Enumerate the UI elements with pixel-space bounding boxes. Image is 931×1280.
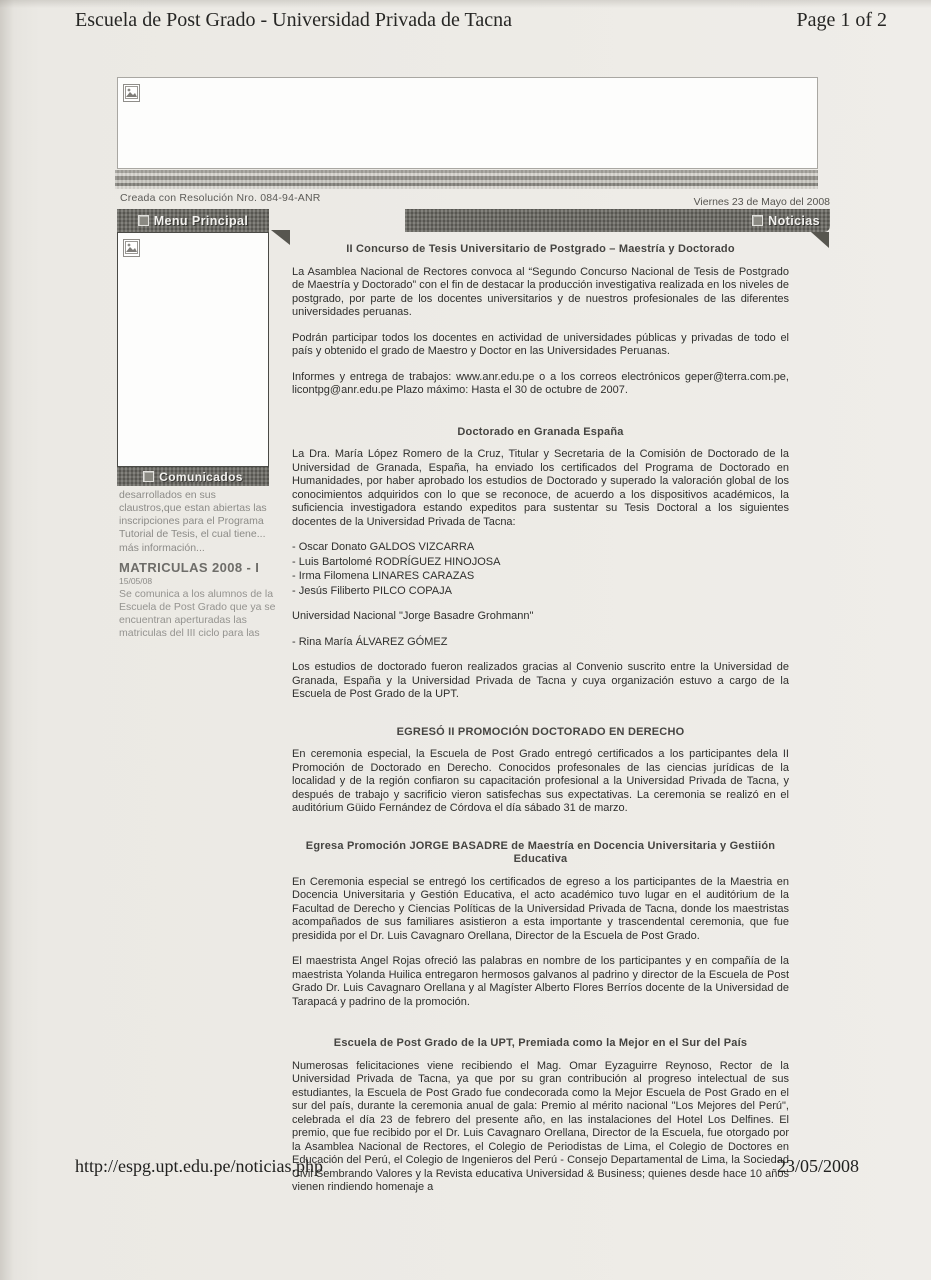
- news-section-title: EGRESÓ II PROMOCIÓN DOCTORADO EN DERECHO: [396, 725, 685, 738]
- comunicados-label: Comunicados: [159, 469, 243, 484]
- university-line: Universidad Nacional "Jorge Basadre Grohmann": [292, 610, 534, 622]
- news-paragraph: Informes y entrega de trabajos: www.anr.edu.pe o a los correos electrónicos geper@terra.com.pe, licontpg@anr.edu.pe Plazo máximo: Hasta el 30 de octubre de 2007.: [292, 370, 789, 396]
- print-header-title: Escuela de Post Grado - Universidad Privada de Tacna: [75, 9, 512, 31]
- corner-curl: [811, 232, 829, 248]
- print-footer-url: http://espg.upt.edu.pe/noticias.php: [75, 1156, 323, 1176]
- comunicados-header: [117, 467, 269, 486]
- list-item: - Rina María ÁLVAREZ GÓMEZ: [292, 635, 448, 648]
- broken-image-icon: [123, 239, 140, 257]
- news-section-title: Escuela de Post Grado de la UPT, Premiada como la Mejor en el Sur del País: [333, 1037, 748, 1049]
- matriculas-title: MATRICULAS 2008 - I: [119, 560, 260, 575]
- doctorado-candidates-list: [292, 541, 789, 598]
- news-paragraph: La Dra. María López Romero de la Cruz, Titular y Secretaria de la Comisión de Doctorado de la Universidad de Granada, España, ha enviado los certificados del Programa de Doctorado en Humanidades, por haber aprobado los estudios de Doctorado y superado la valoración global de los conocimientos adquiridos con lo que se reconoce, de acuerdo a los dispositivos académicos, la suficiencia investigadora estando expeditos para sustentar su Tesis Doctoral a los siguientes docentes de la Universidad Privada de Tacna:: [292, 448, 789, 528]
- menu-principal-label: Menu Principal: [153, 213, 249, 228]
- menu-principal-icon: [138, 215, 149, 226]
- news-paragraph: La Asamblea Nacional de Rectores convoca al “Segundo Concurso Nacional de Tesis de Postgrado de Maestría y Doctorado” con el fin de destacar la producción investigativa realizada en los niveles de postgrado, por parte de los docentes universitarios y de nuestros profesionales de las diferentes universidades peruanas.: [292, 265, 789, 318]
- matriculas-teaser: Se comunica a los alumnos de la Escuela de Post Grado que ya se encuentran aperturadas las matriculas del III ciclo para las: [119, 588, 276, 639]
- comunicado-teaser-text: desarrollados en sus claustros,que estan abiertas las inscripciones para el Programa Tutorial de Tesis, el cual tiene...: [119, 489, 267, 540]
- news-paragraph: En ceremonia especial, la Escuela de Post Grado entregó certificados a los participantes dela II Promoción de Doctorado en Derecho. Conocidos profesonales de las ciencias jurídicas de la localidad y de la región confiaron su capacitación profesional a la Universidad Privada de Tacna, y después de trabajo y sacrificio vieron satisfechas sus expectativas. La ceremonia se realizó en el auditórium Güido Fernández de Córdova el día sábado 31 de marzo.: [292, 748, 789, 814]
- resolution-text: Creada con Resolución Nro. 084-94-ANR: [120, 192, 321, 204]
- list-item: - Luis Bartolomé RODRÍGUEZ HINOJOSA: [292, 555, 501, 568]
- masthead-date: Viernes 23 de Mayo del 2008: [693, 196, 830, 208]
- news-section-title: Doctorado en Granada España: [457, 425, 624, 438]
- list-item: - Jesús Filiberto PILCO COPAJA: [292, 584, 452, 597]
- noticias-label: Noticias: [768, 213, 820, 228]
- list-item: - Oscar Donato GALDOS VIZCARRA: [292, 541, 475, 553]
- broken-image-icon: [123, 84, 140, 102]
- corner-curl: [271, 230, 290, 245]
- menu-principal-box: [117, 232, 269, 467]
- banner-image-placeholder: [117, 77, 818, 169]
- comunicado-teaser: [119, 489, 273, 555]
- news-column: [292, 243, 789, 1207]
- print-footer-date: 23/05/2008: [776, 1156, 859, 1176]
- news-section-title: II Concurso de Tesis Universitario de Postgrado – Maestría y Doctorado: [346, 243, 735, 255]
- news-paragraph: Podrán participar todos los docentes en actividad de universidades públicas y privadas de todo el país y obtenido el grado de Maestro y Doctor en las Universidades Peruanas.: [292, 331, 789, 357]
- banner-stripe-separator: [115, 170, 818, 189]
- matriculas-date: 15/05/08: [119, 576, 153, 586]
- menu-principal-header: [117, 209, 269, 232]
- news-paragraph: El maestrista Angel Rojas ofreció las palabras en nombre de los participantes y en compañía de la maestrista Yolanda Huilica entregaron hermosos galvanos al padrino y director de la Escuela de Post Grado Dr. Luis Cavagnaro Orellana y al Magíster Alberto Flores Berríos docente de la Universidad de Tarapacá y padrino de la promoción.: [292, 955, 789, 1008]
- list-item: - Irma Filomena LINARES CARAZAS: [292, 570, 475, 582]
- print-page-indicator: Page 1 of 2: [796, 9, 887, 31]
- news-paragraph: En Ceremonia especial se entregó los certificados de egreso a los participantes de la Maestria en Docencia Universitaria y Gestión Educativa, el acto académico tuvo lugar en el auditórium de la Facultad de Derecho y Ciencias Políticas de la Universidad Privada de Tacna, donde los maestristas acompañados de sus familiares asistieron a esta importante y trascendental ceremonia, que fue presidida por el Dr. Luis Cavagnaro Orellana, Director de la Escuela de Post Grado.: [292, 875, 789, 942]
- news-paragraph: Los estudios de doctorado fueron realizados gracias al Convenio suscrito entre la Universidad de Granada, España y la Universidad Privada de Tacna y cuya organización estuvo a cargo de la Escuela de Post Grado de la UPT.: [292, 661, 789, 700]
- noticias-header: [405, 209, 830, 232]
- comunicados-icon: [143, 471, 154, 482]
- more-info-link: más información...: [119, 542, 205, 554]
- noticias-icon: [752, 215, 763, 226]
- news-paragraph: Numerosas felicitaciones viene recibiendo el Mag. Omar Eyzaguirre Reynoso, Rector de la Universidad Privada de Tacna, ya que por su gran contribución al progreso intelectual de sus estudiantes, la Escuela de Post Grado fue condecorada como la Mejor Escuela de Post Grado en el sur del país, durante la ceremonia anual de gala: Premio al mérito nacional "Los Mejores del Perú", celebrada el día 23 de febrero del presente año, en las instalaciones del Hotel Los Delfines. El premio, que fue recibido por el Dr. Luis Cavagnaro Orellana, Director de la Escuela, fue otorgado por la Asamblea Nacional de Rectores, el Colegio de Periodistas de Lima, el Colegio de Doctores en Educación del Perú, el Colegio de Ingenieros del Perú - Consejo Departamental de Lima, la Sociedad Civil Sembrando Valores y la Revista educativa Universidad & Business; quienes desde hace 10 años vienen rindiendo homenaje a: [292, 1059, 789, 1193]
- news-section-title: Egresa Promoción JORGE BASADRE de Maestría en Docencia Universitaria y Gestiión Educativa: [305, 839, 776, 865]
- matriculas-announcement: [119, 560, 279, 640]
